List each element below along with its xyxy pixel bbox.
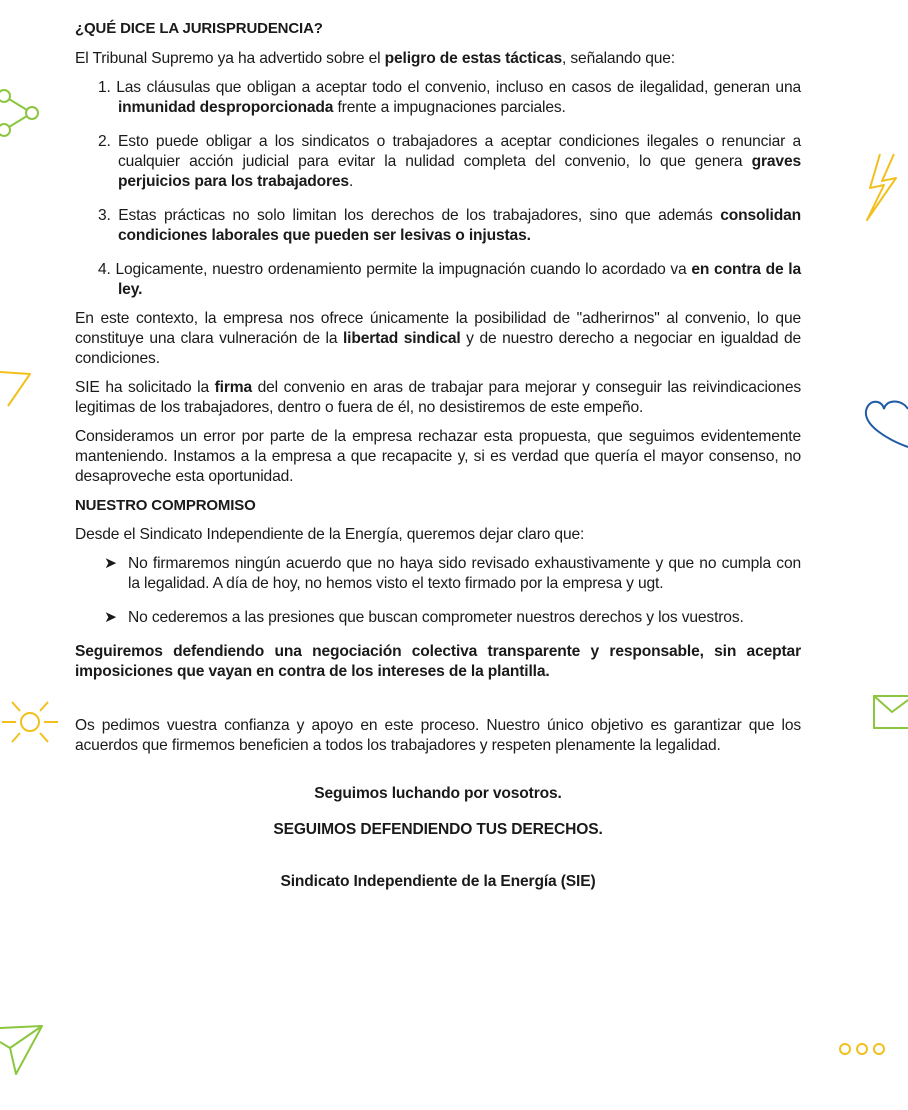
list-text-end: . bbox=[348, 173, 354, 190]
closing-line-1: Seguimos luchando por vosotros. bbox=[314, 785, 562, 802]
commitment-text: No cederemos a las presiones que buscan comprometer nuestros derechos y los vuestros. bbox=[128, 609, 744, 626]
sun-icon bbox=[0, 694, 62, 750]
lightning-bolt-icon bbox=[864, 152, 900, 222]
list-item bbox=[75, 554, 801, 594]
arrow-bullet-icon: ➤ bbox=[104, 555, 117, 572]
section-heading-compromiso: NUESTRO COMPROMISO bbox=[75, 497, 256, 514]
list-number: 3. bbox=[98, 207, 119, 224]
closing-line-2: SEGUIMOS DEFENDIENDO TUS DERECHOS. bbox=[273, 821, 603, 838]
compromiso-intro: Desde el Sindicato Independiente de la Energía, queremos dejar claro que: bbox=[75, 526, 585, 543]
list-text: Esto puede obligar a los sindicatos o trabajadores a aceptar condiciones ilegales o renunciar a cualquier acción judicial para evitar la nulidad completa del convenio, lo que genera bbox=[118, 133, 801, 170]
section-heading-jurisprudencia: ¿QUÉ DICE LA JURISPRUDENCIA? bbox=[75, 20, 323, 37]
list-item bbox=[75, 260, 801, 300]
sie-bold: firma bbox=[214, 379, 252, 396]
list-number: 1. bbox=[98, 79, 117, 96]
list-text: Logicamente, nuestro ordenamiento permite la impugnación cuando lo acordado va bbox=[115, 261, 692, 278]
document-body bbox=[75, 19, 801, 892]
list-text: Estas prácticas no solo limitan los derechos de los trabajadores, sino que además bbox=[118, 207, 721, 224]
list-bold: graves perjuicios para los trabajadores bbox=[118, 153, 801, 190]
intro-paragraph bbox=[75, 49, 801, 69]
three-dots-icon bbox=[838, 1041, 888, 1057]
sie-text-end: del convenio en aras de trabajar para mejorar y conseguir las reivindicaciones legitimas de los trabajadores, dentro o fuera de él, no desistiremos de este empeño. bbox=[75, 379, 802, 416]
list-number: 4. bbox=[98, 261, 116, 278]
heart-icon bbox=[862, 395, 908, 451]
list-text: Las cláusulas que obligan a aceptar todo el convenio, incluso en casos de ilegalidad, generan una bbox=[116, 79, 802, 96]
envelope-icon bbox=[870, 694, 908, 730]
intro-text-end: , señalando que: bbox=[562, 50, 675, 67]
intro-bold: peligro de estas tácticas bbox=[384, 50, 563, 67]
context-text-end: y de nuestro derecho a negociar en igualdad de condiciones. bbox=[75, 330, 802, 367]
list-item bbox=[75, 608, 801, 628]
list-item bbox=[75, 78, 801, 118]
sie-text: SIE ha solicitado la bbox=[75, 379, 215, 396]
strong-statement: Seguiremos defendiendo una negociación colectiva transparente y responsable, sin aceptar imposiciones que vayan en contra de los intereses de la plantilla. bbox=[75, 643, 801, 680]
paper-plane-icon bbox=[0, 362, 32, 412]
context-paragraph bbox=[75, 309, 801, 369]
list-number: 2. bbox=[98, 133, 119, 150]
paper-plane-icon bbox=[0, 1020, 44, 1076]
intro-text: El Tribunal Supremo ya ha advertido sobre el bbox=[75, 50, 385, 67]
arrow-bullet-icon: ➤ bbox=[104, 609, 117, 626]
list-item bbox=[75, 132, 801, 192]
signature: Sindicato Independiente de la Energía (SIE) bbox=[280, 873, 596, 890]
confianza-paragraph: Os pedimos vuestra confianza y apoyo en este proceso. Nuestro único objetivo es garantizar que los acuerdos que firmemos beneficien a todos los trabajadores y respeten plenamente la legalidad. bbox=[75, 717, 801, 754]
list-item bbox=[75, 206, 801, 246]
list-text-end: frente a impugnaciones parciales. bbox=[333, 99, 566, 116]
list-bold: inmunidad desproporcionada bbox=[118, 99, 334, 116]
error-paragraph: Consideramos un error por parte de la empresa rechazar esta propuesta, que seguimos evidentemente manteniendo. Instamos a la empresa a que recapacite y, si es verdad que quería el mayor consenso, no desaproveche esta oportunidad. bbox=[75, 428, 801, 485]
list-bold: en contra de la ley. bbox=[118, 261, 801, 298]
commitment-text: No firmaremos ningún acuerdo que no haya sido revisado exhaustivamente y que no cumpla con la legalidad. A día de hoy, no hemos visto el texto firmado por la empresa y ugt. bbox=[128, 555, 801, 592]
list-bold: consolidan condiciones laborales que pueden ser lesivas o injustas. bbox=[118, 207, 801, 244]
context-bold: libertad sindical bbox=[342, 330, 461, 347]
jurisprudence-list bbox=[75, 78, 801, 300]
context-text: En este contexto, la empresa nos ofrece únicamente la posibilidad de "adherirnos" al convenio, lo que constituye una clara vulneración de la bbox=[75, 310, 801, 347]
commitment-list bbox=[75, 554, 801, 628]
sie-paragraph bbox=[75, 378, 801, 418]
share-nodes-icon bbox=[0, 88, 40, 138]
